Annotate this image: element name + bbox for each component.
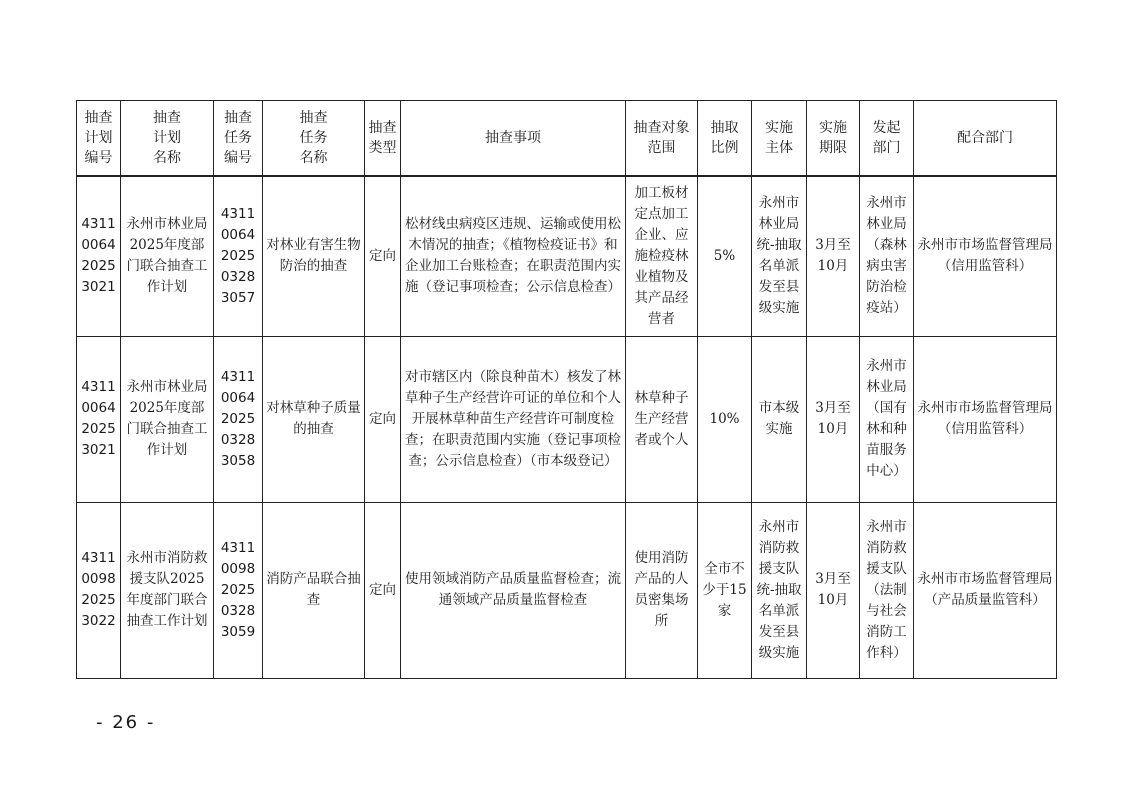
header-type: 抽查 类型: [365, 101, 401, 177]
header-initiator: 发起 部门: [860, 101, 914, 177]
inspection-item: 松材线虫病疫区违规、运输或使用松木情况的抽查；《植物检疫证书》和企业加工台账检查；在职责范围内实施（登记事项检查；公示信息检查）: [401, 176, 626, 336]
initiating-dept: 永州市消防救援支队（法制与社会消防工作科）: [860, 502, 914, 678]
initiating-dept: 永州市林业局（国有林和种苗服务中心）: [860, 336, 914, 502]
task-name: 对林业有害生物防治的抽查: [263, 176, 365, 336]
implementing-body: 永州市林业局统-抽取名单派发至县级实施: [752, 176, 807, 336]
header-plan-name: 抽查 计划 名称: [121, 101, 214, 177]
partner-dept: 永州市市场监督管理局（信用监管科）: [914, 176, 1057, 336]
plan-no: 4311006420253021: [77, 336, 121, 502]
task-no: 43110098202503283059: [214, 502, 263, 678]
inspection-item: 对市辖区内（除良种苗木）核发了林草种子生产经营许可证的单位和个人开展林草种苗生产经营许可制度检查；在职责范围内实施（登记事项检查；公示信息检查）（市本级登记）: [401, 336, 626, 502]
inspection-type: 定向: [365, 176, 401, 336]
table-row: [77, 176, 1057, 336]
table-row: [77, 502, 1057, 678]
inspection-type: 定向: [365, 336, 401, 502]
table-header-row: [77, 101, 1057, 177]
period: 3月至10月: [807, 176, 860, 336]
sampling-ratio: 5%: [698, 176, 752, 336]
header-partner: 配合部门: [914, 101, 1057, 177]
header-period: 实施 期限: [807, 101, 860, 177]
inspection-item: 使用领域消防产品质量监督检查；流通领域产品质量监督检查: [401, 502, 626, 678]
plan-name: 永州市林业局2025年度部门联合抽查工作计划: [121, 336, 214, 502]
plan-name: 永州市林业局2025年度部门联合抽查工作计划: [121, 176, 214, 336]
partner-dept: 永州市市场监督管理局（产品质量监管科）: [914, 502, 1057, 678]
plan-no: 4311009820253022: [77, 502, 121, 678]
header-body: 实施 主体: [752, 101, 807, 177]
table-row: [77, 336, 1057, 502]
task-name: 消防产品联合抽查: [263, 502, 365, 678]
task-no: 43110064202503283057: [214, 176, 263, 336]
task-no: 43110064202503283058: [214, 336, 263, 502]
inspection-scope: 使用消防产品的人员密集场所: [626, 502, 698, 678]
partner-dept: 永州市市场监督管理局（信用监管科）: [914, 336, 1057, 502]
sampling-ratio: 全市不少于15家: [698, 502, 752, 678]
initiating-dept: 永州市林业局（森林病虫害防治检疫站）: [860, 176, 914, 336]
header-plan-no: 抽查 计划 编号: [77, 101, 121, 177]
inspection-plan-table: [76, 100, 1057, 679]
header-ratio: 抽取 比例: [698, 101, 752, 177]
header-task-name: 抽查 任务 名称: [263, 101, 365, 177]
sampling-ratio: 10%: [698, 336, 752, 502]
header-task-no: 抽查 任务 编号: [214, 101, 263, 177]
inspection-type: 定向: [365, 502, 401, 678]
task-name: 对林草种子质量的抽查: [263, 336, 365, 502]
page-number: - 26 -: [96, 712, 156, 733]
inspection-scope: 加工板材定点加工企业、应施检疫林业植物及其产品经营者: [626, 176, 698, 336]
implementing-body: 市本级实施: [752, 336, 807, 502]
period: 3月至10月: [807, 336, 860, 502]
header-item: 抽查事项: [401, 101, 626, 177]
implementing-body: 永州市消防救援支队统-抽取名单派发至县级实施: [752, 502, 807, 678]
header-scope: 抽查对象 范围: [626, 101, 698, 177]
plan-name: 永州市消防救援支队2025年度部门联合抽查工作计划: [121, 502, 214, 678]
inspection-scope: 林草种子生产经营者或个人: [626, 336, 698, 502]
period: 3月至10月: [807, 502, 860, 678]
plan-no: 43110064202530​21: [77, 176, 121, 336]
